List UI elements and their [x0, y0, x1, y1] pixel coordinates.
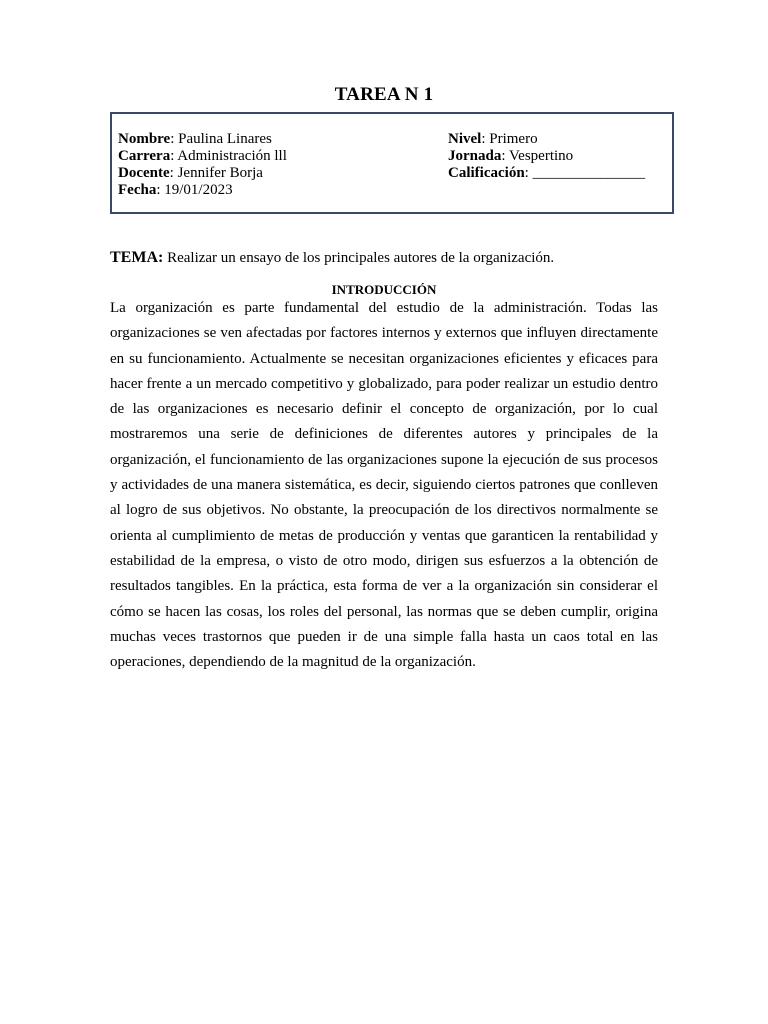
info-column-left	[118, 131, 287, 199]
schedule-value: Vespertino	[509, 148, 574, 164]
name-label: Nombre	[118, 131, 171, 147]
schedule-label: Jornada	[448, 148, 502, 164]
grade-value: _______________	[532, 165, 646, 181]
schedule-row: Jornada: Vespertino	[448, 148, 574, 164]
student-info-box	[110, 112, 674, 214]
career-row: Carrera: Administración lll	[118, 148, 287, 164]
grade-row: Calificación: _______________	[448, 165, 646, 181]
date-row: Fecha: 19/01/2023	[118, 182, 233, 198]
topic-text: Realizar un ensayo de los principales autores de la organización.	[167, 250, 555, 266]
teacher-value: Jennifer Borja	[177, 165, 263, 181]
career-label: Carrera	[118, 148, 171, 164]
teacher-label: Docente	[118, 165, 170, 181]
name-row: Nombre: Paulina Linares	[118, 131, 272, 147]
level-value: Primero	[489, 131, 538, 147]
topic-line	[110, 249, 670, 267]
teacher-row: Docente: Jennifer Borja	[118, 165, 263, 181]
career-value: Administración lll	[177, 148, 287, 164]
introduction-heading: INTRODUCCIÓN	[331, 282, 437, 297]
introduction-paragraph: La organización es parte fundamental del estudio de la administración. Todas las organizaciones se ven afectadas por factores internos y externos que influyen directamente en su funcionamiento. Actualmente se necesitan organizaciones eficientes y eficaces para hacer frente a un mercado competitivo y globalizado, para poder realizar un estudio dentro de las organizaciones es necesario definir el concepto de organización, por lo cual mostraremos una serie de definiciones de diferentes autores y principales de la organización, el funcionamiento de las organizaciones supone la ejecución de sus procesos y actividades de una manera sistemática, es decir, siguiendo ciertos patrones que conlleven al logro de sus objetivos. No obstante, la preocupación de los directivos normalmente se orienta al cumplimiento de metas de producción y ventas que garanticen la rentabilidad y estabilidad de la empresa, o visto de otro modo, dirigen sus esfuerzos a la obtención de resultados tangibles. En la práctica, esta forma de ver a la organización sin considerar el cómo se hacen las cosas, los roles del personal, las normas que se deben cumplir, origina muchas veces trastornos que pueden ir de una simple falla hasta un caos total en las operaciones, dependiendo de la magnitud de la organización.	[110, 300, 658, 671]
topic-label: TEMA:	[110, 249, 164, 266]
level-row: Nivel: Primero	[448, 131, 538, 147]
document-title: TAREA N 1	[334, 84, 434, 105]
grade-label: Calificación	[448, 165, 525, 181]
info-column-right	[448, 131, 645, 182]
name-value: Paulina Linares	[178, 131, 272, 147]
date-label: Fecha	[118, 182, 157, 198]
level-label: Nivel	[448, 131, 482, 147]
date-value: 19/01/2023	[164, 182, 233, 198]
